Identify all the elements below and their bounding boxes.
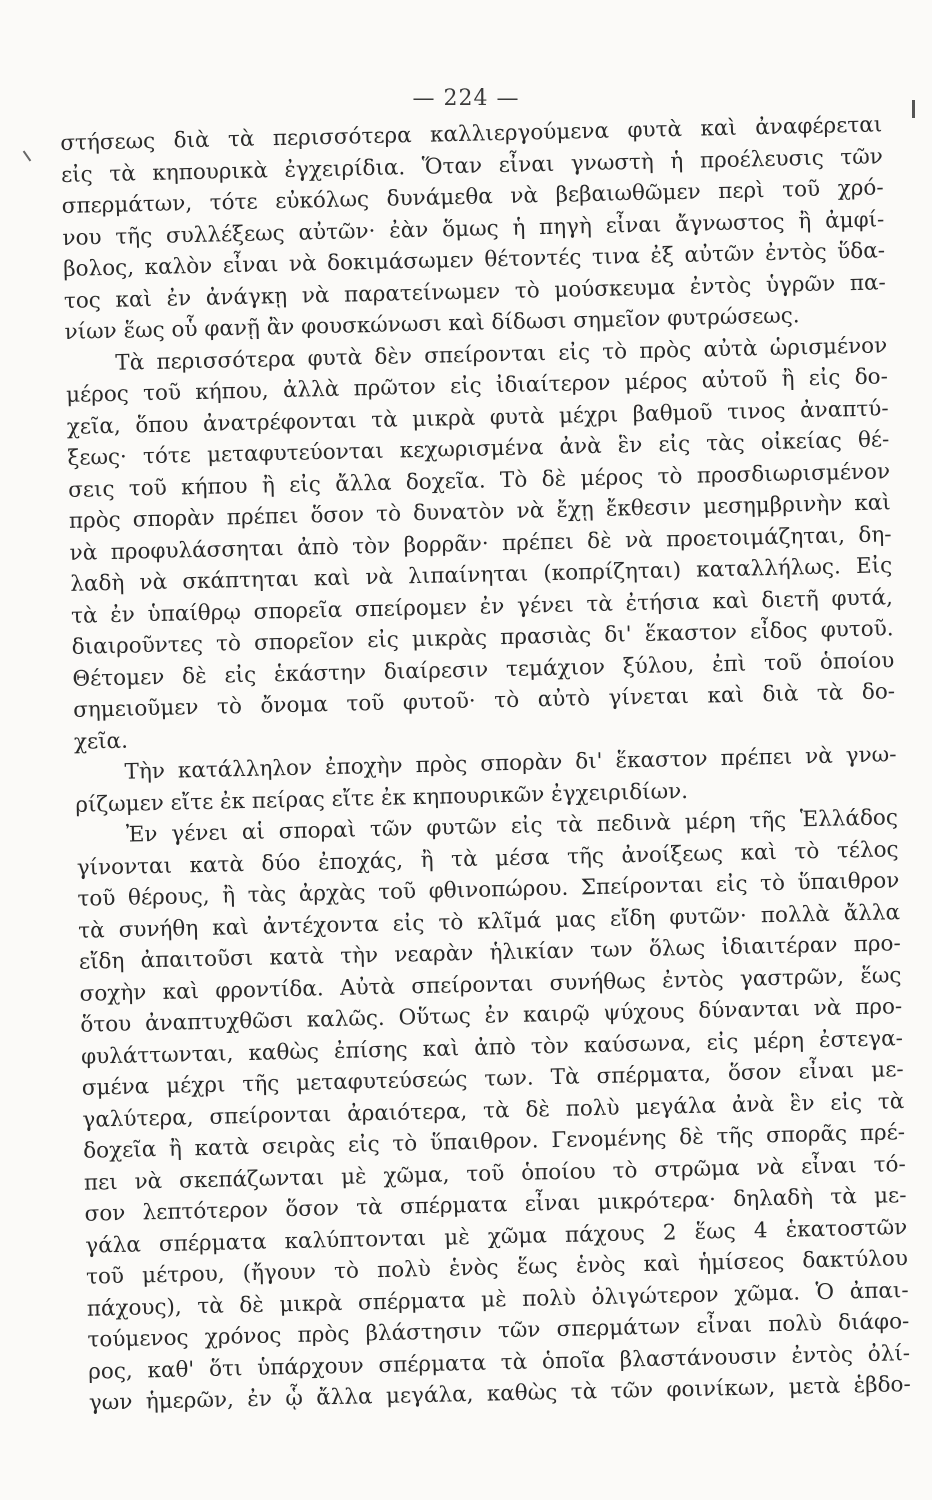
text-line: τὰ ἐν ὑπαίθρῳ σπορεῖα σπείρομεν ἐν γένει τὰ ἐτήσια καὶ διετῆ φυτά, xyxy=(70,584,894,629)
page-number: — 224 — xyxy=(412,86,520,111)
text-line: τοῦ μέτρου, (ἤγουν τὸ πολὺ ἑνὸς ἕως ἑνὸς καὶ ἡμίσεος δακτύλου xyxy=(85,1246,909,1290)
text-line: εἴδη ἀπαιτοῦσι κατὰ τὴν νεαρὰν ἡλικίαν των ὅλως ἰδιαιτέραν προ- xyxy=(78,931,902,975)
text-line: δοχεῖα ἢ κατὰ σειρὰς εἰς τὸ ὕπαιθρον. Γενομένης δὲ τῆς σπορᾶς πρέ- xyxy=(82,1120,906,1164)
text-line: σοχὴν καὶ φροντίδα. Αὐτὰ σπείρονται συνήθως ἐντὸς γαστρῶν, ἕως xyxy=(79,962,902,1007)
text-line: γάλα σπέρματα καλύπτονται μὲ χῶμα πάχους 2 ἕως 4 ἑκατοστῶν xyxy=(85,1214,908,1259)
text-line: νὰ προφυλάσσηται ἀπὸ τὸν βορρᾶν· πρέπει δὲ νὰ προετοιμάζηται, δη- xyxy=(69,521,892,566)
text-line: σμένα μέχρι τῆς μεταφυτεύσεώς των. Τὰ σπέρματα, ὅσον εἶναι με- xyxy=(81,1057,904,1101)
body-text xyxy=(60,109,911,1419)
text-line: Ἐν γένει αἱ σποραὶ τῶν φυτῶν εἰς τὰ πεδινὰ μέρη τῆς Ἑλλάδος xyxy=(125,805,899,848)
text-line: σημειοῦμεν τὸ ὄνομα τοῦ φυτοῦ· τὸ αὐτὸ γίνεται καὶ διὰ τὰ δο- xyxy=(72,679,896,723)
text-line: λαδὴ νὰ σκάπτηται καὶ νὰ λιπαίνηται (κοπρίζηται) καταλλήλως. Εἰς xyxy=(70,553,893,597)
text-line: ὅτου ἀναπτυχθῶσι καλῶς. Οὕτως ἐν καιρῷ ψύχους δύνανται νὰ προ- xyxy=(80,994,903,1038)
text-line: σον λεπτότερον ὅσον τὰ σπέρματα εἶναι μικρότερα· δηλαδὴ τὰ με- xyxy=(84,1183,907,1227)
text-line: φυλάττωνται, καθὼς ἐπίσης καὶ ἀπὸ τὸν καύσωνα, εἰς μέρη ἐστεγα- xyxy=(80,1025,904,1070)
margin-mark-right xyxy=(912,100,915,118)
text-line: στήσεως διὰ τὰ περισσότερα καλλιεργούμενα φυτὰ καὶ ἀναφέρεται xyxy=(60,112,883,156)
text-line: γίνονται κατὰ δύο ἐποχάς, ἢ τὰ μέσα τῆς ἀνοίξεως καὶ τὸ τέλος xyxy=(76,836,899,881)
text-line: χεῖα, ὅπου ἀνατρέφονται τὰ μικρὰ φυτὰ μέχρι βαθμοῦ τινος ἀναπτύ- xyxy=(66,395,889,440)
text-line: βολος, καλὸν εἶναι νὰ δοκιμάσωμεν θέτοντές τινα ἐξ αὐτῶν ἐντὸς ὕδα- xyxy=(62,238,886,282)
text-line: πάχους), τὰ δὲ μικρὰ σπέρματα μὲ πολὺ ὀλιγώτερον χῶμα. Ὁ ἀπαι- xyxy=(86,1277,909,1322)
text-line: νίων ἕως οὗ φανῇ ἂν φουσκώνωσι καὶ δίδωσι σημεῖον φυτρώσεως. xyxy=(64,303,800,345)
text-line: χεῖα. xyxy=(73,728,129,755)
text-line: τοῦ θέρους, ἢ τὰς ἀρχὰς τοῦ φθινοπώρου. Σπείρονται εἰς τὸ ὕπαιθρον xyxy=(77,868,900,912)
text-line: ξεως· τότε μεταφυτεύονται κεχωρισμένα ἀνὰ ἓν εἰς τὰς οἰκείας θέ- xyxy=(67,427,890,471)
text-line: πει νὰ σκεπάζωνται μὲ χῶμα, τοῦ ὁποίου τὸ στρῶμα νὰ εἶναι τό- xyxy=(83,1151,907,1196)
text-line: νου τῆς συλλέξεως αὐτῶν· ἐὰν ὅμως ἡ πηγὴ εἶναι ἄγνωστος ἢ ἀμφί- xyxy=(62,206,885,251)
text-line: εἰς τὰ κηπουρικὰ ἐγχειρίδια. Ὅταν εἶναι γνωστὴ ἡ προέλευσις τῶν xyxy=(60,143,884,188)
text-line: μέρος τοῦ κήπου, ἀλλὰ πρῶτον εἰς ἰδιαίτερον μέρος αὐτοῦ ἢ εἰς δο- xyxy=(65,364,889,408)
text-line: τούμενος χρόνος πρὸς βλάστησιν τῶν σπερμάτων εἶναι πολὺ διάφο- xyxy=(87,1309,910,1353)
text-line: σπερμάτων, τότε εὐκόλως δυνάμεθα νὰ βεβαιωθῶμεν περὶ τοῦ χρό- xyxy=(61,175,884,219)
text-line: τὰ συνήθη καὶ ἀντέχοντα εἰς τὸ κλῖμά μας εἴδη φυτῶν· πολλὰ ἄλλα xyxy=(77,899,901,944)
text-line: Τὴν κατάλληλον ἐποχὴν πρὸς σπορὰν δι' ἕκαστον πρέπει νὰ γνω- xyxy=(124,742,897,785)
text-line: ρος, καθ' ὅτι ὑπάρχουν σπέρματα τὰ ὁποῖα βλαστάνουσιν ἐντὸς ὀλί- xyxy=(87,1340,911,1385)
text-line: σεις τοῦ κήπου ἢ εἰς ἄλλα δοχεῖα. Τὸ δὲ μέρος τὸ προσδιωρισμένον xyxy=(67,458,891,503)
text-line: διαιροῦντες τὸ σπορεῖον εἰς μικρὰς πρασιὰς δι' ἕκαστον εἶδος φυτοῦ. xyxy=(71,616,894,660)
text-line: πρὸς σπορὰν πρέπει ὅσον τὸ δυνατὸν νὰ ἔχῃ ἔκθεσιν μεσημβρινὴν καὶ xyxy=(68,490,891,534)
text-line: Τὰ περισσότερα φυτὰ δὲν σπείρονται εἰς τὸ πρὸς αὐτὰ ὡρισμένον xyxy=(115,332,888,376)
text-line: τος καὶ ἐν ἀνάγκῃ νὰ παρατείνωμεν τὸ μούσκευμα ἐντὸς ὑγρῶν πα- xyxy=(63,269,886,314)
text-line: γων ἡμερῶν, ἐν ᾧ ἄλλα μεγάλα, καθὼς τὰ τῶν φοινίκων, μετὰ ἑβδο- xyxy=(88,1372,912,1416)
text-line: γαλύτερα, σπείρονται ἀραιότερα, τὰ δὲ πολὺ μεγάλα ἀνὰ ἓν εἰς τὰ xyxy=(82,1088,905,1133)
text-line: Θέτομεν δὲ εἰς ἑκάστην διαίρεσιν τεμάχιον ξύλου, ἐπὶ τοῦ ὁποίου xyxy=(72,647,895,692)
text-line: ρίζωμεν εἴτε ἐκ πείρας εἴτε ἐκ κηπουρικῶν ἐγχειριδίων. xyxy=(75,778,689,818)
margin-mark-left xyxy=(23,151,32,162)
